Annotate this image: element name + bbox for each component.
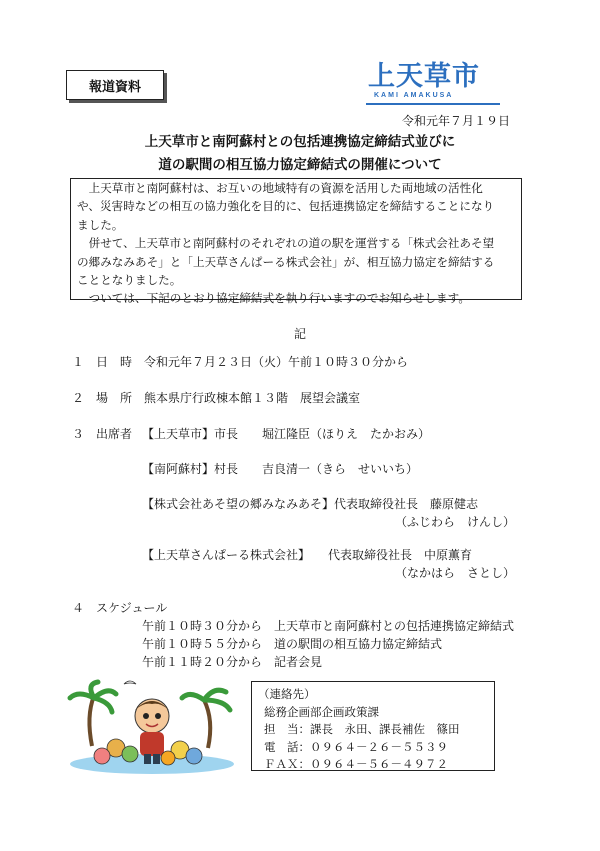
- intro-line: ついては、下記のとおり協定締結式を執り行いますのでお知らせします。: [77, 291, 470, 306]
- contact-fax: ＦＡＸ：０９６４－５６－４９７２: [264, 757, 448, 771]
- intro-line: や、災害時などの相互の協力強化を目的に、包括連携協定を締結することになり: [77, 199, 495, 214]
- attendee-kamiamakusa: 【上天草市】市長 堀江隆臣（ほりえ たかおみ）: [142, 427, 431, 441]
- intro-line: こととなりました。: [77, 273, 182, 288]
- schedule-item: 午前１０時５５分から 道の駅間の相互協力協定締結式: [142, 637, 443, 651]
- attendee-asobo: 【株式会社あそ望の郷みなみあそ】代表取締役社長 藤原健志: [142, 497, 479, 511]
- intro-line: ました。: [77, 217, 124, 232]
- attendee-asobo-reading: （ふじわら けんし）: [395, 515, 516, 529]
- document-title-line2: 道の駅間の相互協力協定締結式の開催について: [158, 157, 442, 173]
- attendee-sanpearl-reading: （なかはら さとし）: [395, 566, 516, 580]
- intro-line: の郷みなみあそ」と「上天草さんぱーる株式会社」が、相互協力協定を締結する: [77, 254, 495, 269]
- contact-box: [251, 681, 495, 771]
- intro-line: 併せて、上天草市と南阿蘇村のそれぞれの道の駅を運営する「株式会社あそ望: [77, 236, 495, 251]
- document-title-line1: 上天草市と南阿蘇村との包括連携協定締結式並びに: [144, 134, 456, 150]
- contact-label: （連絡先）: [258, 687, 316, 701]
- press-release-badge: 報道資料: [66, 70, 164, 100]
- ki-heading: 記: [293, 327, 306, 341]
- logo-text: 上天草市: [368, 61, 480, 92]
- item-attendees-label: ３ 出席者: [72, 427, 133, 441]
- city-logo: [368, 62, 498, 104]
- item-schedule-label: ４ スケジュール: [72, 601, 168, 615]
- intro-box: [70, 178, 522, 306]
- schedule-item: 午前１０時３０分から 上天草市と南阿蘇村との包括連携協定締結式: [142, 619, 515, 633]
- contact-person: 担 当：課長 永田、課長補佐 篠田: [264, 722, 460, 736]
- intro-line: 上天草市と南阿蘇村は、お互いの地域特有の資源を活用した両地域の活性化: [77, 181, 483, 195]
- logo-subtext: KAMI AMAKUSA: [374, 92, 454, 99]
- contact-department: 総務企画部企画政策課: [264, 704, 379, 719]
- item-datetime: １ 日 時 令和元年７月２３日（火）午前１０時３０分から: [72, 355, 409, 369]
- schedule-item: 午前１１時２０分から 記者会見: [142, 655, 323, 669]
- item-place: ２ 場 所 熊本県庁行政棟本館１３階 展望会議室: [72, 391, 361, 405]
- logo-underline: [366, 103, 500, 105]
- attendee-minamiaso: 【南阿蘇村】村長 吉良清一（きら せいいち）: [142, 462, 419, 476]
- release-date: 令和元年７月１９日: [401, 114, 510, 128]
- mascot-characters-illustration: [64, 676, 240, 776]
- attendee-sanpearl: 【上天草さんぱーる株式会社】 代表取締役社長 中原薫育: [142, 548, 473, 562]
- contact-tel: 電 話：０９６４－２６－５５３９: [264, 739, 448, 754]
